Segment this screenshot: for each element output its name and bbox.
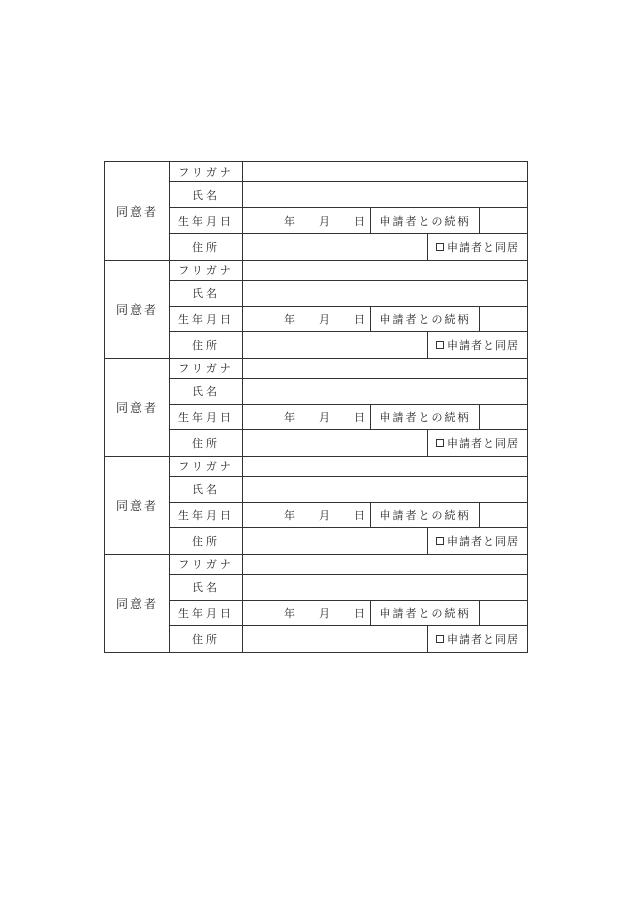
kana-field[interactable] [243, 555, 527, 574]
birth-row [170, 404, 527, 430]
relation-label: 申請者との続柄 [371, 208, 480, 233]
cohabit-checkbox[interactable] [428, 626, 527, 652]
name-label: 氏名 [170, 182, 243, 207]
kana-row [170, 162, 527, 181]
birthdate-field[interactable] [243, 503, 371, 528]
consenter-block [105, 554, 527, 652]
relation-field[interactable] [480, 405, 527, 430]
address-field[interactable] [243, 234, 428, 260]
address-field[interactable] [243, 528, 428, 554]
name-field[interactable] [243, 281, 527, 306]
checkbox-icon[interactable] [436, 341, 444, 349]
address-field[interactable] [243, 626, 428, 652]
birthdate-label: 生年月日 [170, 503, 243, 528]
kana-label: フリガナ [170, 162, 243, 181]
kana-field[interactable] [243, 261, 527, 280]
birthdate-label: 生年月日 [170, 307, 243, 332]
consenter-block [105, 456, 527, 554]
consenter-block [105, 358, 527, 456]
name-field[interactable] [243, 575, 527, 600]
kana-field[interactable] [243, 162, 527, 181]
name-field[interactable] [243, 379, 527, 404]
address-field[interactable] [243, 332, 428, 358]
relation-label: 申請者との続柄 [371, 307, 480, 332]
kana-label: フリガナ [170, 555, 243, 574]
day-unit: 日 [354, 508, 365, 522]
name-row [170, 476, 527, 502]
cohabit-checkbox[interactable] [428, 430, 527, 456]
birthdate-field[interactable] [243, 601, 371, 626]
kana-row [170, 457, 527, 476]
consenter-rows [170, 555, 527, 652]
birthdate-field[interactable] [243, 208, 371, 233]
consenter-rows [170, 261, 527, 358]
consenter-label: 同意者 [105, 457, 170, 554]
kana-row [170, 555, 527, 574]
relation-field[interactable] [480, 503, 527, 528]
name-label: 氏名 [170, 379, 243, 404]
address-field[interactable] [243, 430, 428, 456]
kana-row [170, 261, 527, 280]
consenter-label: 同意者 [105, 359, 170, 456]
day-unit: 日 [354, 606, 365, 620]
address-label: 住所 [170, 626, 243, 652]
birth-row [170, 306, 527, 332]
consenter-form [104, 161, 528, 653]
consenter-label: 同意者 [105, 261, 170, 358]
address-row [170, 625, 527, 652]
year-unit: 年 [284, 508, 295, 522]
address-row [170, 527, 527, 554]
address-label: 住所 [170, 332, 243, 358]
birthdate-field[interactable] [243, 307, 371, 332]
birthdate-field[interactable] [243, 405, 371, 430]
cohabit-checkbox[interactable] [428, 528, 527, 554]
address-row [170, 429, 527, 456]
day-unit: 日 [354, 410, 365, 424]
relation-label: 申請者との続柄 [371, 601, 480, 626]
relation-label: 申請者との続柄 [371, 405, 480, 430]
consenter-label: 同意者 [105, 555, 170, 652]
birth-row [170, 600, 527, 626]
cohabit-label: 申請者と同居 [447, 437, 519, 451]
consenter-rows [170, 457, 527, 554]
day-unit: 日 [354, 214, 365, 228]
address-row [170, 233, 527, 260]
month-unit: 月 [319, 312, 330, 326]
relation-field[interactable] [480, 601, 527, 626]
month-unit: 月 [319, 214, 330, 228]
day-unit: 日 [354, 312, 365, 326]
consenter-label: 同意者 [105, 162, 170, 260]
name-field[interactable] [243, 182, 527, 207]
kana-field[interactable] [243, 457, 527, 476]
birth-row [170, 207, 527, 233]
year-unit: 年 [284, 606, 295, 620]
address-label: 住所 [170, 528, 243, 554]
relation-field[interactable] [480, 307, 527, 332]
kana-label: フリガナ [170, 457, 243, 476]
birthdate-label: 生年月日 [170, 208, 243, 233]
cohabit-label: 申請者と同居 [447, 241, 519, 254]
name-row [170, 378, 527, 404]
consenter-block [105, 162, 527, 260]
cohabit-label: 申請者と同居 [447, 535, 519, 549]
cohabit-checkbox[interactable] [428, 234, 527, 260]
month-unit: 月 [319, 410, 330, 424]
year-unit: 年 [284, 410, 295, 424]
birth-row [170, 502, 527, 528]
name-row [170, 574, 527, 600]
kana-row [170, 359, 527, 378]
checkbox-icon[interactable] [436, 243, 444, 251]
relation-field[interactable] [480, 208, 527, 233]
kana-field[interactable] [243, 359, 527, 378]
checkbox-icon[interactable] [436, 537, 444, 545]
kana-label: フリガナ [170, 261, 243, 280]
name-field[interactable] [243, 477, 527, 502]
consenter-rows [170, 359, 527, 456]
cohabit-label: 申請者と同居 [447, 339, 519, 353]
name-row [170, 280, 527, 306]
year-unit: 年 [284, 214, 295, 228]
consenter-block [105, 260, 527, 358]
name-label: 氏名 [170, 477, 243, 502]
month-unit: 月 [319, 508, 330, 522]
relation-label: 申請者との続柄 [371, 503, 480, 528]
name-row [170, 181, 527, 207]
birthdate-label: 生年月日 [170, 601, 243, 626]
name-label: 氏名 [170, 575, 243, 600]
address-label: 住所 [170, 234, 243, 260]
checkbox-icon[interactable] [436, 635, 444, 643]
kana-label: フリガナ [170, 359, 243, 378]
birthdate-label: 生年月日 [170, 405, 243, 430]
month-unit: 月 [319, 606, 330, 620]
cohabit-label: 申請者と同居 [447, 633, 519, 647]
year-unit: 年 [284, 312, 295, 326]
address-label: 住所 [170, 430, 243, 456]
address-row [170, 331, 527, 358]
checkbox-icon[interactable] [436, 439, 444, 447]
consenter-rows [170, 162, 527, 260]
name-label: 氏名 [170, 281, 243, 306]
cohabit-checkbox[interactable] [428, 332, 527, 358]
